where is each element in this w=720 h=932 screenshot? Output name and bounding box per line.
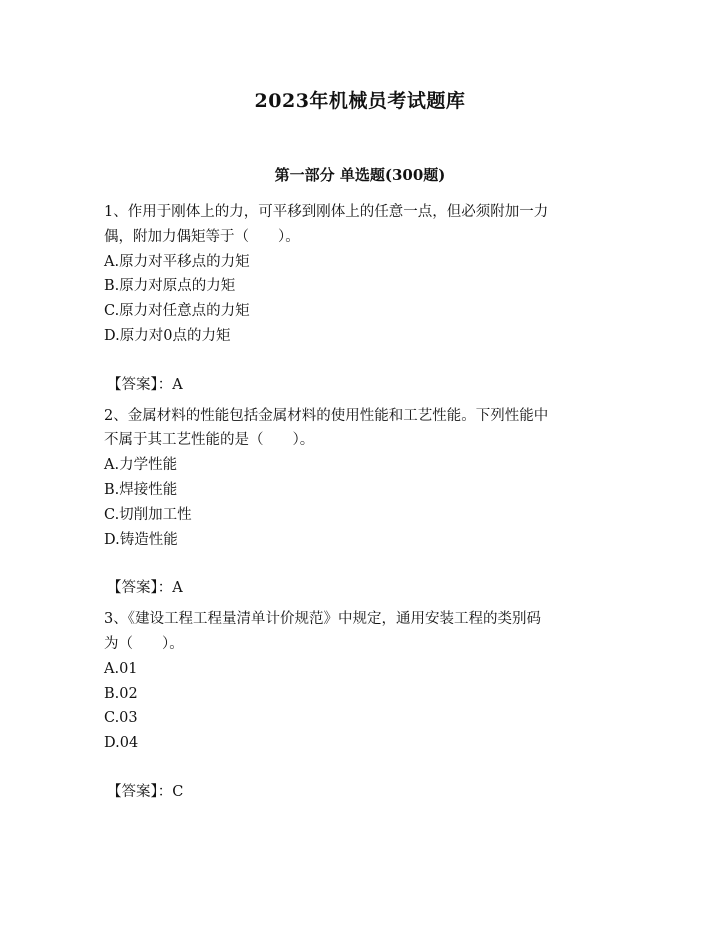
answer-line (104, 780, 614, 805)
option-b: B.焊接性能 (104, 481, 178, 498)
question-stem-line: 1、作用于刚体上的力，可平移到刚体上的任意一点，但必须附加一力 (104, 204, 549, 220)
option-d: D.铸造性能 (104, 531, 178, 548)
question-3 (104, 607, 614, 805)
question-stem-line: 偶，附加力偶矩等于（ ）。 (104, 228, 300, 245)
question-stem-line: 3、《建设工程工程量清单计价规范》中规定，通用安装工程的类别码 (104, 611, 541, 628)
answer-value: A (172, 580, 183, 597)
option-a: A.01 (104, 660, 138, 677)
document-title: 2023年机械员考试题库 (254, 90, 466, 112)
answer-label: 【答案】： (107, 580, 173, 597)
answer-label: 【答案】： (107, 783, 173, 800)
option-c: C.03 (104, 710, 138, 727)
section-title: 第一部分 单选题(300题) (274, 166, 446, 184)
question-stem-line: 不属于其工艺性能的是（ ）。 (104, 432, 315, 449)
option-b: B.02 (104, 685, 138, 702)
question-stem-line: 为（ ）。 (104, 635, 184, 652)
option-c: C.原力对任意点的力矩 (104, 303, 250, 320)
answer-line (104, 576, 614, 601)
question-stem-line: 2、金属材料的性能包括金属材料的使用性能和工艺性能。下列性能中 (104, 407, 549, 424)
option-a: A.原力对平移点的力矩 (104, 253, 250, 270)
option-a: A.力学性能 (104, 457, 178, 474)
option-d: D.原力对0点的力矩 (104, 327, 231, 344)
answer-value: A (172, 376, 183, 393)
option-c: C.切削加工性 (104, 506, 192, 523)
option-b: B.原力对原点的力矩 (104, 278, 236, 295)
answer-value: C (172, 783, 184, 800)
question-1 (104, 200, 614, 398)
option-d: D.04 (104, 735, 139, 752)
question-2 (104, 404, 614, 602)
answer-label: 【答案】： (107, 376, 173, 393)
answer-line (104, 373, 614, 398)
question-list (104, 200, 614, 805)
